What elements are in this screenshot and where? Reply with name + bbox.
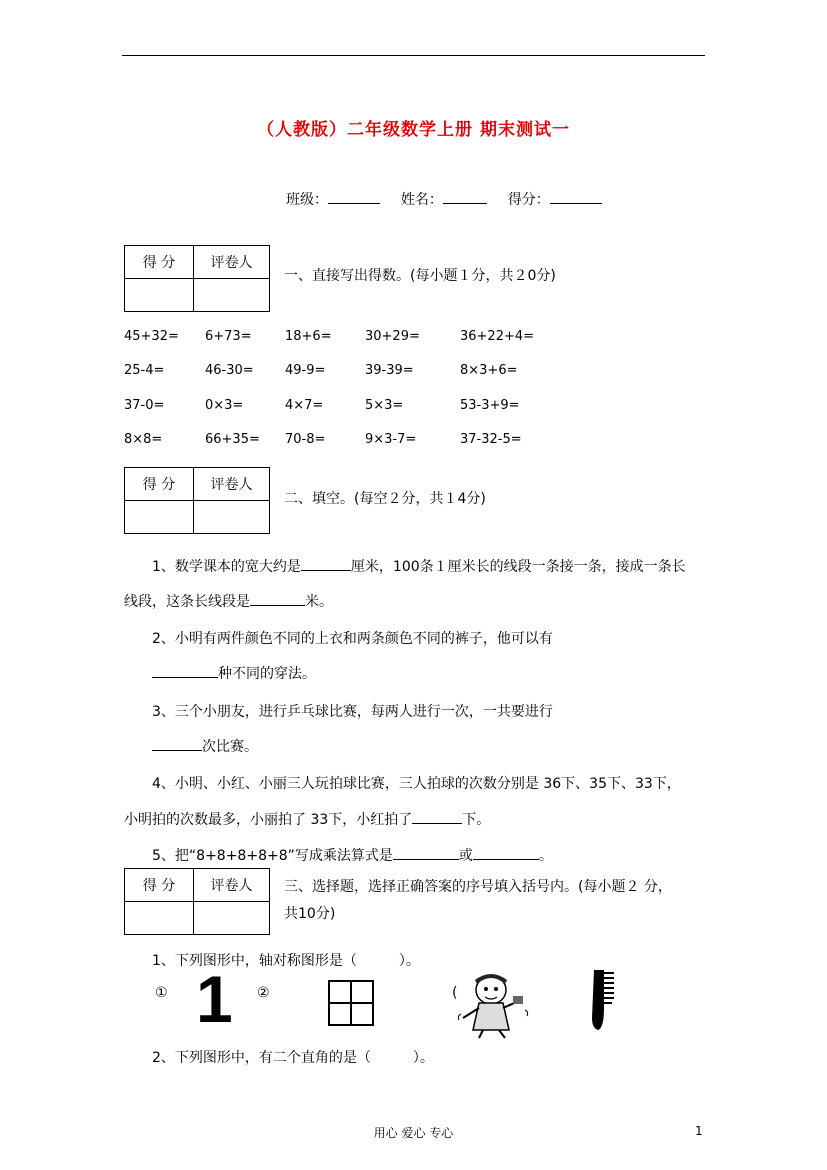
answer-blank[interactable] xyxy=(152,663,218,678)
score-label: 得分： xyxy=(507,192,550,208)
arith-item: 53-3+9= xyxy=(460,398,520,413)
question-2-2-line-1 xyxy=(152,628,553,648)
arith-item: 46-30= xyxy=(205,363,254,378)
question-text: 4、小明、小红、小丽三人玩拍球比赛，三人拍球的次数分别是 36下、35下、33下， xyxy=(152,776,681,792)
grader-header: 评卷人 xyxy=(194,869,270,902)
score-box-3 xyxy=(124,868,270,935)
arith-item: 66+35= xyxy=(205,432,260,447)
arith-item: 37-0= xyxy=(124,398,165,413)
arith-item: 30+29= xyxy=(365,329,420,344)
question-text: 小明拍的次数最多，小丽拍了 33下，小红拍了 xyxy=(124,812,413,828)
arith-item: 5×3= xyxy=(365,398,404,413)
grader-cell[interactable] xyxy=(194,902,270,935)
question-2-4-line-2 xyxy=(124,809,490,829)
student-info-line xyxy=(286,189,602,209)
arith-item: 25-4= xyxy=(124,363,165,378)
question-2-3-line-1 xyxy=(152,701,553,721)
score-header: 得 分 xyxy=(125,246,194,279)
score-cell[interactable] xyxy=(125,902,194,935)
question-text: 次比赛。 xyxy=(202,739,258,755)
question-2-4-line-1 xyxy=(152,773,681,793)
class-label: 班级： xyxy=(286,192,328,208)
grader-cell[interactable] xyxy=(194,279,270,312)
grader-header: 评卷人 xyxy=(194,468,270,501)
arith-item: 0×3= xyxy=(205,398,244,413)
grader-cell[interactable] xyxy=(194,501,270,534)
question-text: 3、三个小朋友，进行乒乓球比赛，每两人进行一次，一共要进行 xyxy=(152,704,553,720)
question-text: 1、数学课本的宽大约是 xyxy=(152,559,301,575)
option-2-marker: ② xyxy=(257,985,270,1001)
arith-item: 18+6= xyxy=(285,329,332,344)
name-blank[interactable] xyxy=(443,189,487,204)
question-text: 2、小明有两件颜色不同的上衣和两条颜色不同的裤子，他可以有 xyxy=(152,631,553,647)
answer-blank[interactable] xyxy=(301,556,351,571)
name-label: 姓名： xyxy=(400,192,443,208)
header-rule xyxy=(122,55,705,56)
arith-item: 6+73= xyxy=(205,329,252,344)
cartoon-child-figure xyxy=(455,970,531,1040)
score-header: 得 分 xyxy=(125,869,194,902)
question-text: 米。 xyxy=(305,594,333,610)
score-box-1 xyxy=(124,245,270,312)
question-text: 5、把“8+8+8+8+8”写成乘法算式是 xyxy=(152,848,393,864)
question-text: 。 xyxy=(538,848,553,864)
question-3-1: 1、下列图形中，轴对称图形是（ ）。 xyxy=(152,953,420,969)
answer-blank[interactable] xyxy=(412,809,462,824)
question-text: 下。 xyxy=(462,812,491,828)
question-2-1-line-1 xyxy=(152,556,686,576)
score-blank[interactable] xyxy=(550,189,602,204)
question-2-1-line-2 xyxy=(124,591,333,611)
answer-blank[interactable] xyxy=(393,845,459,860)
question-text: 厘米，100条１厘米长的线段一条接一条，接成一条长 xyxy=(350,559,686,575)
score-box-2 xyxy=(124,467,270,534)
answer-blank[interactable] xyxy=(473,845,539,860)
score-cell[interactable] xyxy=(125,501,194,534)
class-blank[interactable] xyxy=(328,189,380,204)
digit-one-figure: 1 xyxy=(196,962,233,1036)
footer-text: 用心 爱心 专心 xyxy=(373,1126,454,1140)
section3-title-line-1: 三、选择题，选择正确答案的序号填入括号内。(每小题２ 分， xyxy=(284,879,672,895)
arith-item: 45+32= xyxy=(124,329,179,344)
section1-title: 一、直接写出得数。(每小题１分，共２0分) xyxy=(284,268,556,284)
arith-item: 36+22+4= xyxy=(460,329,535,344)
answer-blank[interactable] xyxy=(152,736,202,751)
square-grid-figure xyxy=(328,980,374,1026)
arith-item: 39-39= xyxy=(365,363,414,378)
question-text: 或 xyxy=(458,848,473,864)
arith-item: 9×3-7= xyxy=(365,432,417,447)
option-1-marker: ① xyxy=(155,985,168,1001)
question-text: 种不同的穿法。 xyxy=(218,666,316,682)
question-2-5 xyxy=(152,845,553,865)
option-3-marker: ( xyxy=(452,985,458,1001)
arith-item: 49-9= xyxy=(285,363,326,378)
arith-item: 4×7= xyxy=(285,398,324,413)
arith-item: 37-32-5= xyxy=(460,432,522,447)
answer-blank[interactable] xyxy=(250,591,305,606)
question-text: 线段，这条长线段是 xyxy=(124,594,250,610)
page-number: 1 xyxy=(695,1124,703,1138)
question-3-2: 2、下列图形中，有二个直角的是（ ）。 xyxy=(152,1050,434,1066)
arith-item: 8×3+6= xyxy=(460,363,518,378)
score-header: 得 分 xyxy=(125,468,194,501)
section2-title: 二、填空。(每空２分，共１4分) xyxy=(284,491,486,507)
question-2-3-line-2 xyxy=(152,736,258,756)
grader-header: 评卷人 xyxy=(194,246,270,279)
arith-item: 70-8= xyxy=(285,432,326,447)
section3-title-line-2: 共10分) xyxy=(284,906,336,922)
question-2-2-line-2 xyxy=(152,663,316,683)
arith-item: 8×8= xyxy=(124,432,163,447)
page-title: （人教版）二年级数学上册 期末测试一 xyxy=(257,120,570,140)
comb-figure xyxy=(590,968,616,1032)
score-cell[interactable] xyxy=(125,279,194,312)
